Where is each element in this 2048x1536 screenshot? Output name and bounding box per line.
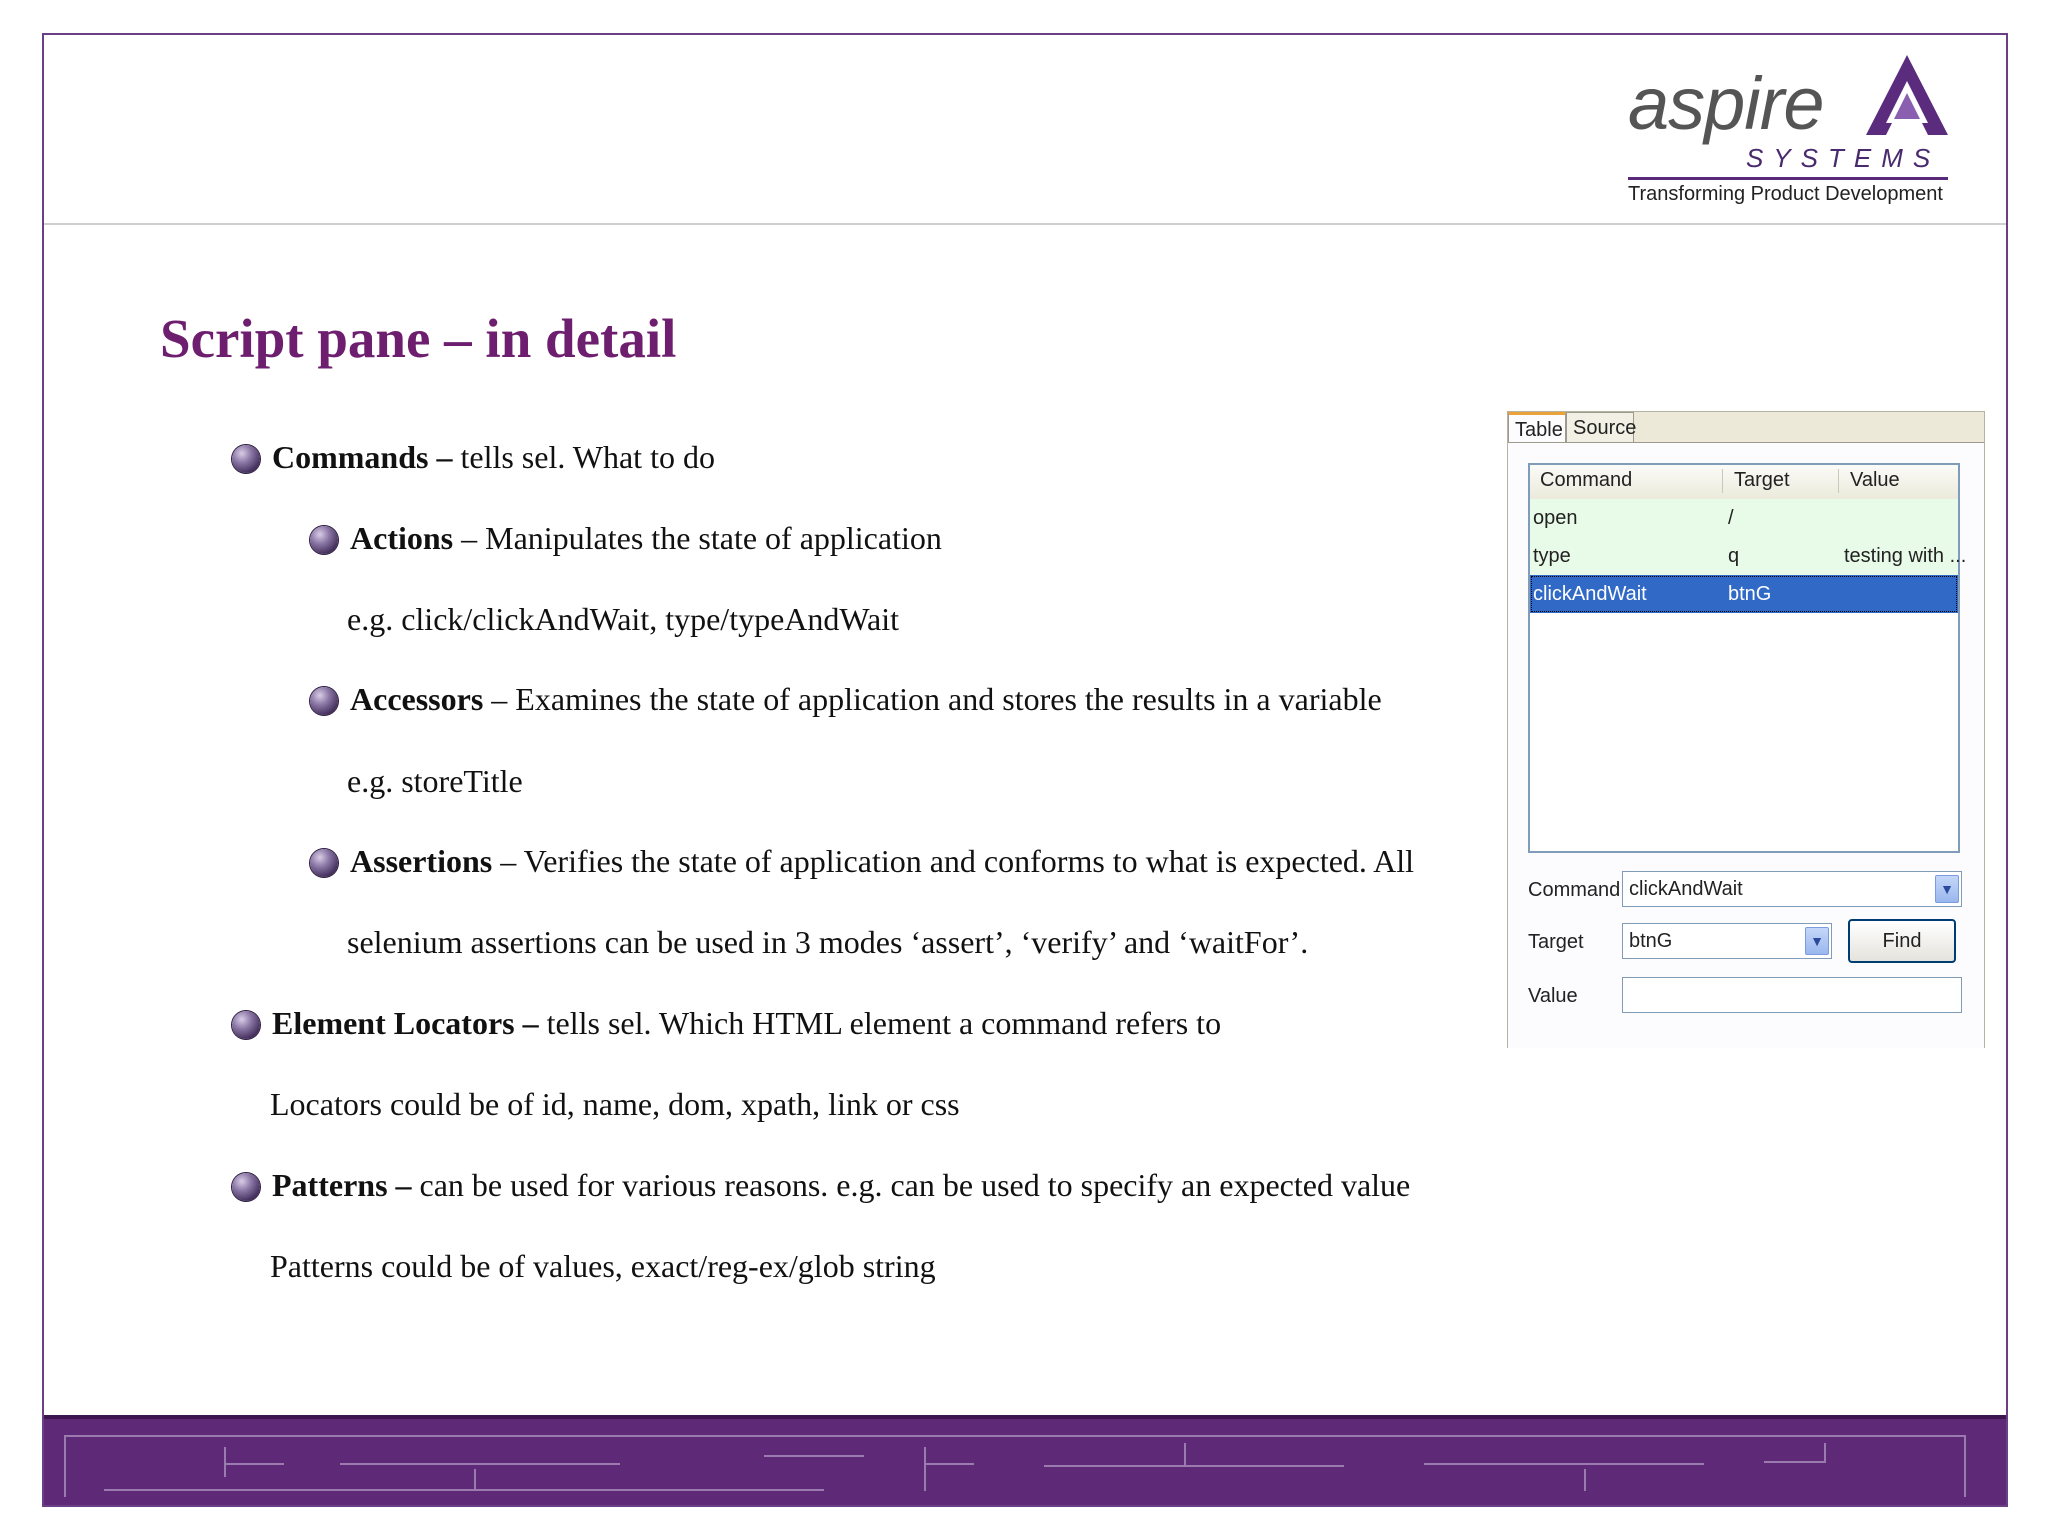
command-table — [1528, 463, 1967, 853]
table-row[interactable] — [1530, 537, 1967, 575]
column-separator — [1722, 469, 1723, 493]
target-select-value: btnG — [1629, 930, 1673, 952]
cell-command: clickAndWait — [1533, 583, 1647, 605]
column-separator — [1838, 469, 1839, 493]
logo-systems: SYSTEMS — [1746, 143, 1941, 173]
footer-decoration — [1424, 1463, 1704, 1465]
tab-source[interactable]: Source — [1566, 412, 1634, 442]
table-row[interactable] — [1530, 499, 1958, 537]
footer-decoration — [1184, 1443, 1186, 1467]
patterns-note: Patterns could be of values, exact/reg-ex/glob string — [270, 1248, 936, 1284]
footer-decoration — [924, 1447, 926, 1491]
footer-decoration — [474, 1469, 476, 1491]
cell-command: open — [1533, 507, 1578, 529]
footer-decoration — [64, 1435, 1964, 1437]
aspire-systems-logo — [1628, 49, 1968, 209]
bullet-patterns: Patterns – can be used for various reasons. e.g. can be used to specify an expected value — [272, 1167, 1411, 1203]
footer-decoration — [1044, 1465, 1344, 1467]
bullet-icon — [232, 445, 260, 473]
column-header-target[interactable]: Target — [1734, 469, 1790, 491]
footer-decoration — [924, 1463, 974, 1465]
actions-example: e.g. click/clickAndWait, type/typeAndWait — [347, 601, 900, 637]
table-header — [1530, 465, 1958, 500]
footer-decoration — [1964, 1435, 1966, 1497]
cell-command: type — [1533, 545, 1571, 567]
footer-decoration — [224, 1447, 226, 1477]
footer-decoration — [64, 1435, 66, 1497]
locators-note: Locators could be of id, name, dom, xpath, link or css — [270, 1086, 960, 1122]
footer-decoration — [104, 1489, 824, 1491]
target-label: Target — [1528, 931, 1584, 953]
table-row-selected[interactable] — [1530, 575, 1958, 613]
cell-value: testing with ... — [1844, 545, 1967, 567]
bullet-accessors: Accessors – Examines the state of application and stores the results in a variable — [350, 681, 1382, 717]
bullet-icon — [310, 849, 338, 877]
cell-target: q — [1728, 545, 1740, 567]
assertions-continued: selenium assertions can be used in 3 modes ‘assert’, ‘verify’ and ‘waitFor’. — [347, 924, 1309, 960]
command-label: Command — [1528, 879, 1621, 901]
cell-target: btnG — [1728, 583, 1772, 605]
logo-tagline: Transforming Product Development — [1628, 183, 1943, 205]
bullet-element-locators: Element Locators – tells sel. Which HTML element a command refers to — [272, 1005, 1222, 1041]
logo-word: aspire — [1628, 62, 1824, 145]
footer-band — [44, 1415, 2006, 1507]
value-label: Value — [1528, 985, 1578, 1007]
script-pane-screenshot — [1507, 411, 1985, 1048]
tab-content — [1508, 442, 1984, 1048]
chevron-down-icon[interactable]: ▼ — [1805, 927, 1829, 955]
target-select[interactable] — [1622, 923, 1832, 959]
bullet-icon — [310, 687, 338, 715]
bullet-icon — [310, 526, 338, 554]
page-title: Script pane – in detail — [160, 308, 677, 369]
bullet-assertions: Assertions – Verifies the state of application and conforms to what is expected. All — [350, 843, 1415, 879]
value-input[interactable] — [1622, 977, 1962, 1013]
tab-table[interactable]: Table — [1508, 412, 1566, 442]
command-select-value: clickAndWait — [1629, 878, 1743, 900]
accessors-example: e.g. storeTitle — [347, 763, 523, 799]
chevron-down-icon[interactable]: ▼ — [1935, 875, 1959, 903]
footer-decoration — [1584, 1469, 1586, 1491]
column-header-command[interactable]: Command — [1540, 469, 1633, 491]
slide — [42, 33, 2008, 1507]
column-header-value[interactable]: Value — [1850, 469, 1900, 491]
footer-decoration — [1764, 1461, 1824, 1463]
command-select[interactable] — [1622, 871, 1962, 907]
logo-mark-icon — [1862, 51, 1952, 143]
logo-underline — [1628, 177, 1948, 180]
find-button[interactable]: Find — [1848, 919, 1956, 963]
cell-target: / — [1728, 507, 1734, 529]
bullet-actions: Actions – Manipulates the state of application — [350, 520, 942, 556]
bullet-commands: Commands – tells sel. What to do — [272, 439, 715, 475]
bullet-icon — [232, 1011, 260, 1039]
bullet-icon — [232, 1173, 260, 1201]
header-divider — [44, 223, 2006, 225]
footer-decoration — [340, 1463, 620, 1465]
footer-decoration — [764, 1455, 864, 1457]
footer-decoration — [224, 1463, 284, 1465]
footer-decoration — [1824, 1443, 1826, 1463]
